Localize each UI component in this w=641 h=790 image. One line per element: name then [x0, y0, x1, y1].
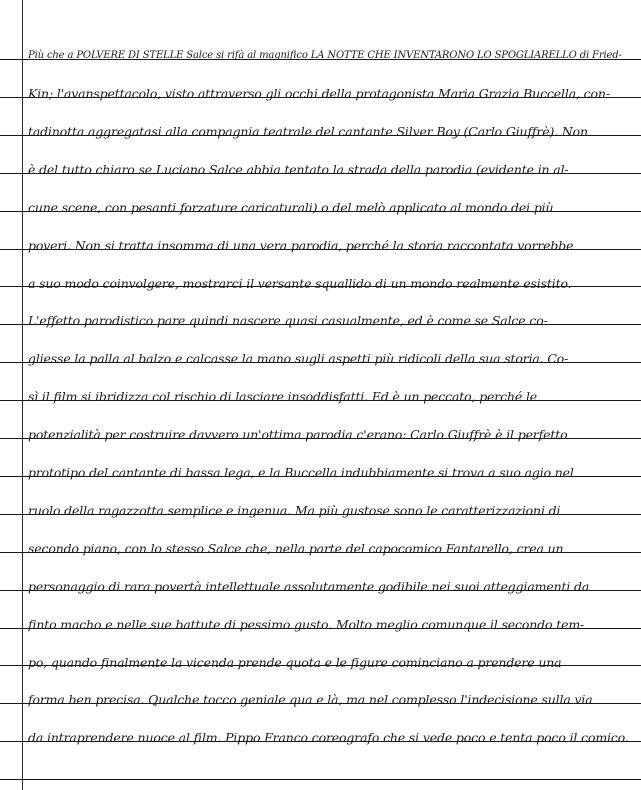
text-line: forma ben precisa. Qualche tocco geniale qua e là, ma nel complesso l'indecisione sulla via — [28, 692, 593, 707]
text-line: L'effetto parodistico pare quindi nascere quasi casualmente, ed è come se Salce co- — [28, 313, 548, 328]
text-line: ruolo della ragazzotta semplice e ingenua. Ma più gustose sono le caratterizzazioni di — [28, 503, 561, 518]
text-line: tadinotta aggregatasi alla compagnia teatrale del cantante Silver Boy (Carlo Giuffrè). Non — [28, 124, 588, 139]
text-line: po, quando finalmente la vicenda prende quota e le figure cominciano a prendere una — [28, 655, 562, 670]
margin-rule — [22, 0, 23, 790]
text-line: a suo modo coinvolgere, mostrarci il versante squallido di un mondo realmente esistito. — [28, 276, 572, 291]
text-line: finto macho e nelle sue battute di pessimo gusto. Molto meglio comunque il secondo tem- — [28, 617, 585, 632]
text-line: Kin; l'avanspettacolo, visto attraverso gli occhi della protagonista Maria Grazia Buccella, con- — [28, 86, 610, 101]
text-line: è del tutto chiaro se Luciano Salce abbia tentato la strada della parodia (evidente in al- — [28, 162, 569, 177]
text-line: potenzialità per costruire davvero un'ottima parodia c'erano: Carlo Giuffrè è il perfetto — [28, 427, 568, 442]
ruling-line — [0, 779, 641, 780]
text-line: secondo piano, con lo stesso Salce che, nella parte del capocomico Fantarello, crea un — [28, 541, 564, 556]
text-line: poveri. Non si tratta insomma di una vera parodia, perché la storia raccontata vorrebbe — [28, 238, 574, 253]
text-line: gliesse la palla al balzo e calcasse la mano sugli aspetti più ridicoli della sua storia. Co- — [28, 351, 569, 366]
text-line: sì il film si ibridizza col rischio di lasciare insoddisfatti. Ed è un peccato, perché le — [28, 389, 538, 404]
text-line: da intraprendere nuoce al film. Pippo Franco coreografo che si vede poco e tenta poco il comico. — [28, 730, 629, 745]
text-line: cune scene, con pesanti forzature caricaturali) o del melò applicato al mondo dei più — [28, 200, 554, 215]
text-line: prototipo del cantante di bassa lega, e la Buccella indubbiamente si trova a suo agio nel — [28, 465, 574, 480]
text-line: Più che a POLVERE DI STELLE Salce si rifà al magnifico LA NOTTE CHE INVENTARONO LO SPOGLIARELLO di Fried- — [28, 50, 622, 61]
text-line: personaggio di rara povertà intellettuale assolutamente godibile nei suoi atteggiamenti da — [28, 579, 590, 594]
